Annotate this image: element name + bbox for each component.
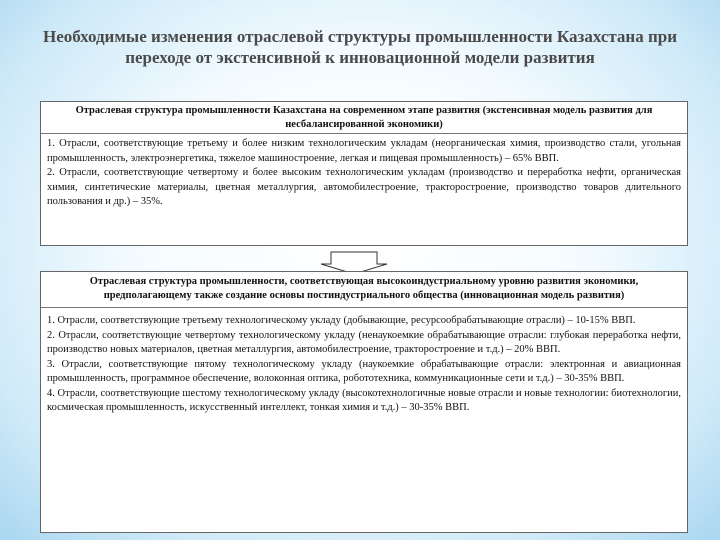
current-structure-heading: Отраслевая структура промышленности Казахстана на современном этапе развития (экстенсивная модель развития для несбалансированной экономики) — [41, 102, 687, 134]
current-structure-body — [41, 134, 687, 245]
target-structure-item: 3. Отрасли, соответствующие пятому технологическому укладу (наукоемкие обрабатывающие отрасли: электронная и авиационная промышленность, программное обеспечение, волоконная оптика, робототехника, коммуникационные сети и т.д.) – 30-35% ВВП. — [47, 358, 681, 384]
target-structure-item: 2. Отрасли, соответствующие четвертому технологическому укладу (ненаукоемкие обрабатывающие отрасли: глубокая переработка нефти, производство новых материалов, цветная металлургия, автомобилестроение, тракторостроение и т.д.) – 20% ВВП. — [47, 329, 681, 355]
target-structure-heading: Отраслевая структура промышленности, соответствующая высокоиндустриальному уровню развития экономики, предполагающему также создание основы постиндустриального общества (инновационная модель развития) — [41, 272, 687, 308]
current-structure-box — [40, 101, 688, 246]
target-structure-item: 4. Отрасли, соответствующие шестому технологическому укладу (высокотехнологичные новые отрасли и новые технологии: биотехнологии, космическая промышленность, искусственный интеллект, тонкая химия и т.д.) – 30-35% ВВП. — [47, 387, 681, 413]
target-structure-box — [40, 271, 688, 533]
current-structure-item: 2. Отрасли, соответствующие четвертому и более высоким технологическим укладам (производство и переработка нефти, органическая химия, синтетические материалы, цветная металлургия, автомобилестроение, тракторостроение, производство товаров длительного пользования и др.) – 35%. — [47, 167, 681, 207]
target-structure-body — [41, 308, 687, 532]
target-structure-item: 1. Отрасли, соответствующие третьему технологическому укладу (добывающие, ресурсообрабатывающие отрасли) – 10-15% ВВП. — [47, 315, 636, 326]
current-structure-item: 1. Отрасли, соответствующие третьему и более низким технологическим укладам (неорганическая химия, производство стали, угольная промышленность, электроэнергетика, тяжелое машиностроение, легкая и пищевая промышленность) – 65% ВВП. — [47, 138, 681, 164]
slide-title: Необходимые изменения отраслевой структуры промышленности Казахстана при переходе от экстенсивной к инновационной модели развития — [42, 27, 678, 67]
